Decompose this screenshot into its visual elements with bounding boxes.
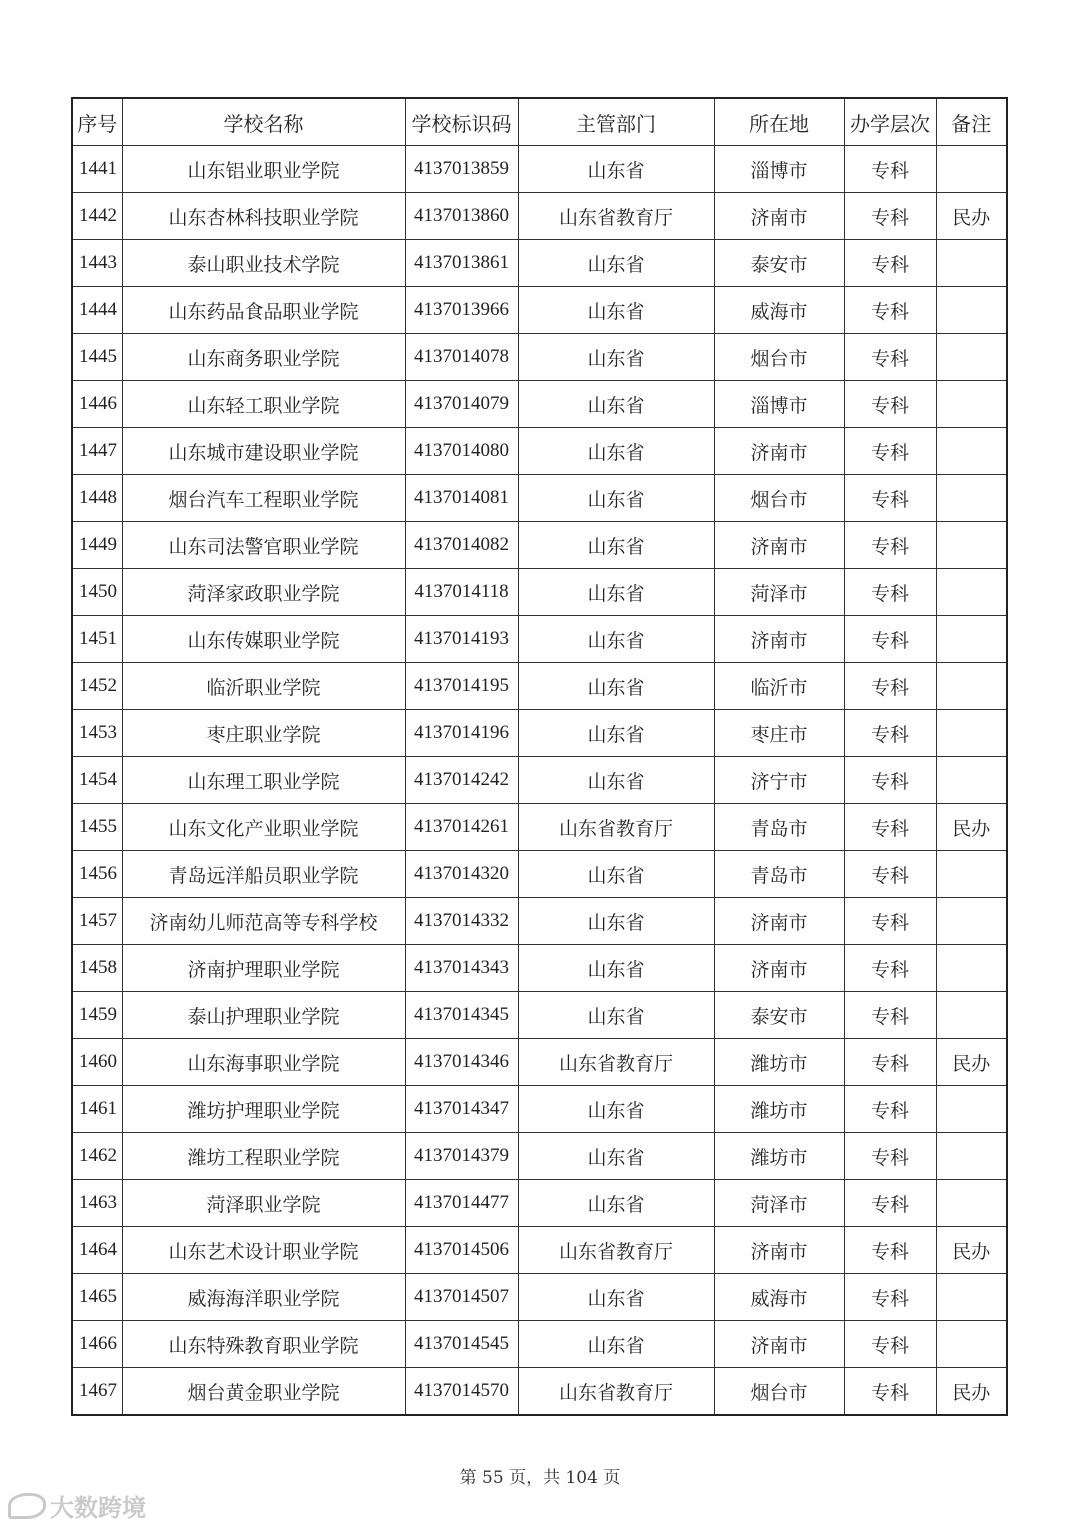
cell-school-name: 山东文化产业职业学院 [122,804,405,851]
cell-index: 1442 [72,193,122,240]
cell-index: 1452 [72,663,122,710]
cell-department: 山东省 [518,522,714,569]
cell-index: 1465 [72,1274,122,1321]
cell-school-name: 山东艺术设计职业学院 [122,1227,405,1274]
cell-index: 1463 [72,1180,122,1227]
cell-school-code: 4137014081 [405,475,518,522]
watermark [8,1488,146,1523]
table-row [72,146,1007,193]
cell-school-code: 4137014080 [405,428,518,475]
table-row [72,1321,1007,1368]
cell-index: 1448 [72,475,122,522]
header-department: 主管部门 [518,98,714,146]
table-row [72,1274,1007,1321]
cell-department: 山东省 [518,428,714,475]
cell-school-name: 泰山护理职业学院 [122,992,405,1039]
cell-department: 山东省 [518,1133,714,1180]
table-row [72,663,1007,710]
cell-remarks [936,616,1007,663]
cell-school-name: 潍坊护理职业学院 [122,1086,405,1133]
cell-department: 山东省 [518,334,714,381]
cell-department: 山东省 [518,1321,714,1368]
cell-school-code: 4137013966 [405,287,518,334]
cell-location: 济南市 [714,616,844,663]
cell-location: 淄博市 [714,381,844,428]
table-row [72,287,1007,334]
header-level: 办学层次 [844,98,936,146]
table-body [72,146,1007,1416]
cell-school-name: 山东司法警官职业学院 [122,522,405,569]
cell-school-code: 4137014347 [405,1086,518,1133]
cell-department: 山东省 [518,475,714,522]
cell-location: 潍坊市 [714,1039,844,1086]
cell-level: 专科 [844,616,936,663]
cell-level: 专科 [844,428,936,475]
cell-school-name: 潍坊工程职业学院 [122,1133,405,1180]
cell-remarks [936,992,1007,1039]
table-row [72,1133,1007,1180]
table-row [72,616,1007,663]
table-header [72,98,1007,146]
cell-school-code: 4137014261 [405,804,518,851]
cell-department: 山东省 [518,1086,714,1133]
cell-remarks [936,240,1007,287]
cell-school-code: 4137013860 [405,193,518,240]
cell-location: 济南市 [714,945,844,992]
cell-department: 山东省 [518,710,714,757]
cell-school-name: 济南护理职业学院 [122,945,405,992]
cell-level: 专科 [844,475,936,522]
cell-location: 济南市 [714,522,844,569]
cell-location: 济南市 [714,428,844,475]
table-row [72,1039,1007,1086]
cell-level: 专科 [844,804,936,851]
cell-school-code: 4137014506 [405,1227,518,1274]
table-row [72,240,1007,287]
cell-index: 1450 [72,569,122,616]
cell-school-name: 青岛远洋船员职业学院 [122,851,405,898]
cell-remarks [936,146,1007,193]
header-location: 所在地 [714,98,844,146]
header-row [72,98,1007,146]
cell-level: 专科 [844,569,936,616]
cell-school-name: 山东理工职业学院 [122,757,405,804]
cell-department: 山东省 [518,381,714,428]
cell-department: 山东省 [518,757,714,804]
cell-department: 山东省 [518,569,714,616]
cell-school-name: 烟台黄金职业学院 [122,1368,405,1416]
cell-department: 山东省 [518,287,714,334]
cell-location: 淄博市 [714,146,844,193]
cell-school-code: 4137013861 [405,240,518,287]
cell-index: 1445 [72,334,122,381]
cell-remarks [936,663,1007,710]
cell-remarks: 民办 [936,1227,1007,1274]
cell-location: 烟台市 [714,1368,844,1416]
cell-level: 专科 [844,287,936,334]
cell-remarks [936,475,1007,522]
cell-school-code: 4137014320 [405,851,518,898]
cell-department: 山东省教育厅 [518,1039,714,1086]
table-row [72,710,1007,757]
cell-school-name: 山东特殊教育职业学院 [122,1321,405,1368]
cell-school-name: 山东轻工职业学院 [122,381,405,428]
cell-level: 专科 [844,663,936,710]
cell-location: 烟台市 [714,475,844,522]
cell-school-name: 临沂职业学院 [122,663,405,710]
cell-department: 山东省 [518,1180,714,1227]
cell-school-code: 4137014196 [405,710,518,757]
table-row [72,1086,1007,1133]
cell-level: 专科 [844,1368,936,1416]
cell-remarks: 民办 [936,1368,1007,1416]
cell-remarks [936,1180,1007,1227]
cell-remarks: 民办 [936,193,1007,240]
cell-department: 山东省 [518,616,714,663]
cell-location: 临沂市 [714,663,844,710]
cell-remarks: 民办 [936,804,1007,851]
cell-school-code: 4137014379 [405,1133,518,1180]
cell-index: 1441 [72,146,122,193]
cell-school-code: 4137014343 [405,945,518,992]
table-row [72,945,1007,992]
cell-remarks [936,287,1007,334]
cell-location: 济南市 [714,1227,844,1274]
cell-location: 青岛市 [714,851,844,898]
cell-remarks [936,851,1007,898]
cell-school-name: 威海海洋职业学院 [122,1274,405,1321]
cell-level: 专科 [844,945,936,992]
cell-school-code: 4137014545 [405,1321,518,1368]
cell-location: 济南市 [714,193,844,240]
cell-remarks [936,1086,1007,1133]
table-row [72,569,1007,616]
table-row [72,428,1007,475]
cell-level: 专科 [844,1039,936,1086]
cell-location: 威海市 [714,1274,844,1321]
header-index: 序号 [72,98,122,146]
cell-remarks [936,945,1007,992]
table-row [72,1180,1007,1227]
cell-school-code: 4137014118 [405,569,518,616]
table-row [72,898,1007,945]
cell-school-code: 4137013859 [405,146,518,193]
cell-location: 青岛市 [714,804,844,851]
cell-location: 菏泽市 [714,1180,844,1227]
cell-level: 专科 [844,146,936,193]
cell-level: 专科 [844,710,936,757]
table-row [72,851,1007,898]
page-number: 第 55 页，共 104 页 [459,1468,621,1488]
cell-department: 山东省 [518,851,714,898]
cell-level: 专科 [844,381,936,428]
cell-level: 专科 [844,193,936,240]
cell-level: 专科 [844,522,936,569]
cell-department: 山东省 [518,240,714,287]
cell-school-code: 4137014242 [405,757,518,804]
cell-remarks [936,569,1007,616]
cell-index: 1461 [72,1086,122,1133]
cell-location: 济南市 [714,898,844,945]
header-remarks: 备注 [936,98,1007,146]
cell-index: 1459 [72,992,122,1039]
table-row [72,1368,1007,1416]
cell-school-code: 4137014507 [405,1274,518,1321]
watermark-text: 大数跨境 [50,1494,146,1522]
cell-index: 1467 [72,1368,122,1416]
cell-remarks [936,1321,1007,1368]
cell-index: 1456 [72,851,122,898]
cell-school-name: 山东铝业职业学院 [122,146,405,193]
cell-location: 济宁市 [714,757,844,804]
cell-level: 专科 [844,898,936,945]
cell-index: 1457 [72,898,122,945]
cell-school-code: 4137014570 [405,1368,518,1416]
cell-location: 菏泽市 [714,569,844,616]
table-row [72,522,1007,569]
cell-school-name: 山东杏林科技职业学院 [122,193,405,240]
cell-index: 1455 [72,804,122,851]
cell-index: 1464 [72,1227,122,1274]
cell-level: 专科 [844,1086,936,1133]
cell-location: 威海市 [714,287,844,334]
cell-remarks [936,757,1007,804]
cell-location: 烟台市 [714,334,844,381]
cell-school-code: 4137014193 [405,616,518,663]
cell-index: 1449 [72,522,122,569]
cell-location: 泰安市 [714,240,844,287]
cell-school-name: 济南幼儿师范高等专科学校 [122,898,405,945]
cell-level: 专科 [844,1274,936,1321]
table-row [72,334,1007,381]
cell-index: 1443 [72,240,122,287]
cell-index: 1466 [72,1321,122,1368]
header-school-code: 学校标识码 [405,98,518,146]
cell-department: 山东省 [518,992,714,1039]
cell-department: 山东省教育厅 [518,193,714,240]
cell-school-name: 山东传媒职业学院 [122,616,405,663]
cell-school-name: 山东城市建设职业学院 [122,428,405,475]
cell-remarks: 民办 [936,1039,1007,1086]
cell-level: 专科 [844,992,936,1039]
cell-school-name: 菏泽家政职业学院 [122,569,405,616]
table-row [72,992,1007,1039]
cell-department: 山东省 [518,898,714,945]
cell-location: 泰安市 [714,992,844,1039]
cell-level: 专科 [844,1133,936,1180]
cell-index: 1462 [72,1133,122,1180]
header-school-name: 学校名称 [122,98,405,146]
cell-school-code: 4137014078 [405,334,518,381]
cell-level: 专科 [844,240,936,287]
cell-school-code: 4137014195 [405,663,518,710]
cell-remarks [936,381,1007,428]
cell-index: 1451 [72,616,122,663]
cell-index: 1453 [72,710,122,757]
cell-department: 山东省教育厅 [518,1368,714,1416]
cell-school-code: 4137014345 [405,992,518,1039]
cell-school-name: 枣庄职业学院 [122,710,405,757]
watermark-logo-icon [8,1493,46,1519]
cell-school-code: 4137014346 [405,1039,518,1086]
cell-remarks [936,428,1007,475]
cell-remarks [936,710,1007,757]
table-row [72,193,1007,240]
cell-location: 潍坊市 [714,1086,844,1133]
cell-school-code: 4137014477 [405,1180,518,1227]
cell-school-name: 菏泽职业学院 [122,1180,405,1227]
table-row [72,475,1007,522]
table-row [72,804,1007,851]
cell-remarks [936,1274,1007,1321]
cell-index: 1444 [72,287,122,334]
cell-school-name: 山东海事职业学院 [122,1039,405,1086]
cell-index: 1460 [72,1039,122,1086]
cell-remarks [936,522,1007,569]
table-row [72,381,1007,428]
cell-school-name: 烟台汽车工程职业学院 [122,475,405,522]
cell-level: 专科 [844,757,936,804]
cell-level: 专科 [844,1180,936,1227]
cell-school-code: 4137014079 [405,381,518,428]
cell-level: 专科 [844,1227,936,1274]
cell-department: 山东省教育厅 [518,804,714,851]
cell-school-code: 4137014082 [405,522,518,569]
table-row [72,1227,1007,1274]
cell-remarks [936,334,1007,381]
cell-index: 1454 [72,757,122,804]
cell-school-name: 山东药品食品职业学院 [122,287,405,334]
cell-index: 1447 [72,428,122,475]
cell-level: 专科 [844,851,936,898]
cell-school-name: 山东商务职业学院 [122,334,405,381]
cell-remarks [936,898,1007,945]
cell-department: 山东省 [518,1274,714,1321]
cell-level: 专科 [844,334,936,381]
cell-remarks [936,1133,1007,1180]
cell-school-name: 泰山职业技术学院 [122,240,405,287]
cell-index: 1446 [72,381,122,428]
cell-location: 枣庄市 [714,710,844,757]
cell-location: 济南市 [714,1321,844,1368]
cell-index: 1458 [72,945,122,992]
cell-department: 山东省 [518,663,714,710]
cell-level: 专科 [844,1321,936,1368]
cell-department: 山东省教育厅 [518,1227,714,1274]
school-list-table [71,97,1008,1416]
cell-location: 潍坊市 [714,1133,844,1180]
cell-department: 山东省 [518,146,714,193]
table-row [72,757,1007,804]
cell-department: 山东省 [518,945,714,992]
cell-school-code: 4137014332 [405,898,518,945]
